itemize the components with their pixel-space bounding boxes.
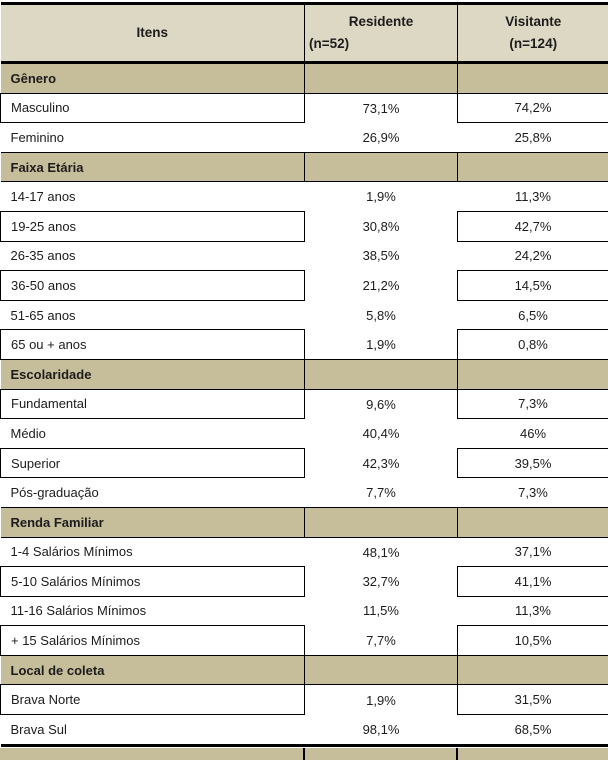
header-residente-label: Residente [305, 11, 457, 33]
table-row [1, 123, 608, 153]
visitante-value-cell: 14,5% [458, 271, 608, 301]
item-label-cell: 65 ou + anos [1, 330, 305, 360]
residente-value-cell [305, 655, 458, 685]
section-row [1, 359, 608, 389]
residente-value-cell: 42,3% [305, 448, 458, 478]
header-items-label: Itens [1, 22, 305, 44]
table-row [1, 567, 608, 597]
section-row [1, 63, 608, 94]
residente-value-cell: 7,7% [305, 626, 458, 656]
visitante-value-cell: 41,1% [458, 567, 608, 597]
item-label-cell: 11-16 Salários Mínimos [1, 596, 305, 626]
section-row [1, 655, 608, 685]
table-row [1, 715, 608, 746]
table-row [1, 211, 608, 241]
visitante-value-cell: 37,1% [458, 537, 608, 567]
visitante-value-cell [458, 655, 608, 685]
visitante-value-cell: 6,5% [458, 300, 608, 330]
demographics-table [0, 2, 608, 747]
item-label-cell: 14-17 anos [1, 182, 305, 212]
visitante-value-cell: 7,3% [458, 478, 608, 508]
visitante-value-cell: 39,5% [458, 448, 608, 478]
visitante-value-cell: 74,2% [458, 93, 608, 123]
document-page [0, 2, 608, 760]
item-label-cell: Feminino [1, 123, 305, 153]
item-label-cell: 5-10 Salários Mínimos [1, 567, 305, 597]
visitante-value-cell: 46% [458, 419, 608, 449]
table-row [1, 478, 608, 508]
table-row [1, 271, 608, 301]
visitante-value-cell: 0,8% [458, 330, 608, 360]
residente-value-cell: 32,7% [305, 567, 458, 597]
item-label-cell: Pós-graduação [1, 478, 305, 508]
item-label-cell: 1-4 Salários Mínimos [1, 537, 305, 567]
cutoff-row-divider-left [303, 748, 305, 760]
section-label-cell: Faixa Etária [1, 152, 305, 182]
table-row [1, 596, 608, 626]
header-residente-cell [305, 4, 458, 63]
residente-value-cell [305, 63, 458, 94]
residente-value-cell: 1,9% [305, 685, 458, 715]
item-label-cell: Médio [1, 419, 305, 449]
table-row [1, 241, 608, 271]
visitante-value-cell: 42,7% [458, 211, 608, 241]
table-row [1, 685, 608, 715]
residente-value-cell: 7,7% [305, 478, 458, 508]
header-residente-n: (n=52) [305, 33, 457, 55]
section-label-cell: Gênero [1, 63, 305, 94]
residente-value-cell: 73,1% [305, 93, 458, 123]
item-label-cell: + 15 Salários Mínimos [1, 626, 305, 656]
residente-value-cell: 30,8% [305, 211, 458, 241]
section-label-cell: Escolaridade [1, 359, 305, 389]
table-row [1, 626, 608, 656]
visitante-value-cell: 11,3% [458, 182, 608, 212]
visitante-value-cell: 7,3% [458, 389, 608, 419]
visitante-value-cell: 31,5% [458, 685, 608, 715]
residente-value-cell: 1,9% [305, 182, 458, 212]
residente-value-cell: 98,1% [305, 715, 458, 746]
item-label-cell: 19-25 anos [1, 211, 305, 241]
header-visitante-n: (n=124) [458, 33, 608, 55]
residente-value-cell: 48,1% [305, 537, 458, 567]
table-body [1, 63, 608, 746]
visitante-value-cell: 24,2% [458, 241, 608, 271]
header-row [1, 4, 608, 63]
table-row [1, 182, 608, 212]
residente-value-cell: 1,9% [305, 330, 458, 360]
visitante-value-cell [458, 152, 608, 182]
residente-value-cell: 38,5% [305, 241, 458, 271]
section-row [1, 152, 608, 182]
table-row [1, 330, 608, 360]
residente-value-cell: 21,2% [305, 271, 458, 301]
item-label-cell: 26-35 anos [1, 241, 305, 271]
visitante-value-cell: 11,3% [458, 596, 608, 626]
residente-value-cell: 5,8% [305, 300, 458, 330]
cutoff-row-divider-right [456, 748, 458, 760]
item-label-cell: Masculino [1, 93, 305, 123]
visitante-value-cell [458, 507, 608, 537]
header-visitante-cell [458, 4, 608, 63]
table-row [1, 419, 608, 449]
residente-value-cell [305, 507, 458, 537]
residente-value-cell: 40,4% [305, 419, 458, 449]
visitante-value-cell: 10,5% [458, 626, 608, 656]
header-items-cell [1, 4, 305, 63]
table-row [1, 389, 608, 419]
top-tick-right [456, 2, 458, 5]
section-label-cell: Local de coleta [1, 655, 305, 685]
table-row [1, 93, 608, 123]
visitante-value-cell: 68,5% [458, 715, 608, 746]
residente-value-cell [305, 152, 458, 182]
table-row [1, 537, 608, 567]
visitante-value-cell: 25,8% [458, 123, 608, 153]
item-label-cell: Brava Norte [1, 685, 305, 715]
visitante-value-cell [458, 63, 608, 94]
item-label-cell: 36-50 anos [1, 271, 305, 301]
residente-value-cell: 9,6% [305, 389, 458, 419]
cutoff-next-row [0, 748, 608, 760]
item-label-cell: Brava Sul [1, 715, 305, 746]
header-visitante-label: Visitante [458, 11, 608, 33]
item-label-cell: Fundamental [1, 389, 305, 419]
top-tick-left [303, 2, 305, 5]
residente-value-cell: 26,9% [305, 123, 458, 153]
table-header [1, 4, 608, 63]
residente-value-cell: 11,5% [305, 596, 458, 626]
residente-value-cell [305, 359, 458, 389]
item-label-cell: Superior [1, 448, 305, 478]
table-row [1, 448, 608, 478]
table-row [1, 300, 608, 330]
section-row [1, 507, 608, 537]
section-label-cell: Renda Familiar [1, 507, 305, 537]
visitante-value-cell [458, 359, 608, 389]
item-label-cell: 51-65 anos [1, 300, 305, 330]
